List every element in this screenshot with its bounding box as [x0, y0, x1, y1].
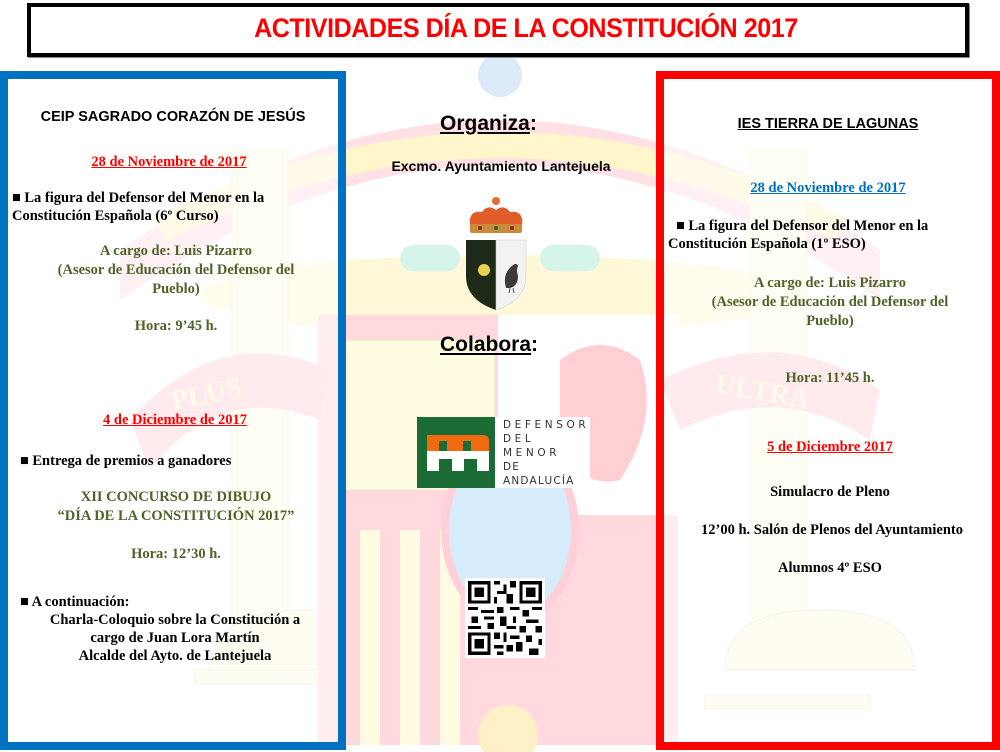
contest-line: XII CONCURSO DE DIBUJO [80, 489, 272, 505]
speaker-info [14, 242, 338, 299]
school-name: IES TIERRA DE LAGUNAS [737, 116, 919, 132]
activity-text: Simulacro de Pleno [770, 484, 890, 500]
speaker-info [668, 274, 992, 331]
followup-line: Alcalde del Ayto. de Lantejuela [78, 648, 272, 664]
colabora-heading: Colabora: [440, 333, 539, 356]
event-date: 4 de Diciembre de 2017 [103, 412, 247, 428]
lantejuela-coat-of-arms-icon [462, 196, 530, 312]
event-place: 12’00 h. Salón de Plenos del Ayuntamiento [701, 522, 963, 538]
defensor-del-menor-logo [417, 417, 590, 488]
page-title: ACTIVIDADES DÍA DE LA CONSTITUCIÓN 2017 [254, 13, 798, 43]
speaker-line: A cargo de: Luis Pizarro [754, 275, 906, 291]
contest-info [14, 488, 338, 526]
event-audience: Alumnos 4º ESO [778, 560, 882, 576]
event-date: 28 de Noviembre de 2017 [750, 180, 906, 196]
speaker-line: (Asesor de Educación del Defensor del [711, 294, 949, 310]
event-date: 28 de Noviembre de 2017 [91, 154, 247, 170]
event-date: 5 de Diciembre 2017 [767, 439, 893, 455]
activity-text [668, 217, 992, 253]
activity-line: ■ La figura del Defensor del Menor en la [676, 218, 929, 234]
event-time: Hora: 9’45 h. [134, 318, 218, 334]
speaker-line: Pueblo) [806, 313, 854, 329]
organiza-heading: Organiza: [440, 112, 537, 135]
event-time: Hora: 11’45 h. [785, 370, 875, 386]
followup-text [12, 611, 338, 665]
defensor-wordmark: DEFENSOR DEL MENOR DE ANDALUCÍA [503, 418, 590, 487]
organizer-name: Excmo. Ayuntamiento Lantejuela [391, 158, 611, 174]
event-time: Hora: 12’30 h. [131, 546, 221, 562]
followup-title: ■ A continuación: [20, 594, 130, 610]
speaker-line: A cargo de: Luis Pizarro [100, 243, 252, 259]
ies-panel [656, 71, 1000, 750]
speaker-line: Pueblo) [152, 281, 200, 297]
contest-line: “DÍA DE LA CONSTITUCIÓN 2017” [57, 508, 295, 524]
ceip-panel [0, 71, 346, 750]
speaker-line: (Asesor de Educación del Defensor del [57, 262, 295, 278]
qr-code-icon[interactable] [465, 578, 545, 658]
title-banner [27, 3, 969, 57]
activity-line: ■ La figura del Defensor del Menor en la [12, 190, 265, 206]
followup-line: Charla-Coloquio sobre la Constitución a [49, 612, 301, 628]
followup-line: cargo de Juan Lora Martín [90, 630, 260, 646]
activity-text [12, 189, 338, 225]
school-name: CEIP SAGRADO CORAZÓN DE JESÚS [40, 109, 306, 125]
defensor-mm-icon [417, 417, 495, 488]
activity-line: Constitución Española (6º Curso) [12, 208, 219, 224]
activity-line: Constitución Española (1º ESO) [668, 236, 866, 252]
activity-text: ■ Entrega de premios a ganadores [20, 453, 232, 469]
